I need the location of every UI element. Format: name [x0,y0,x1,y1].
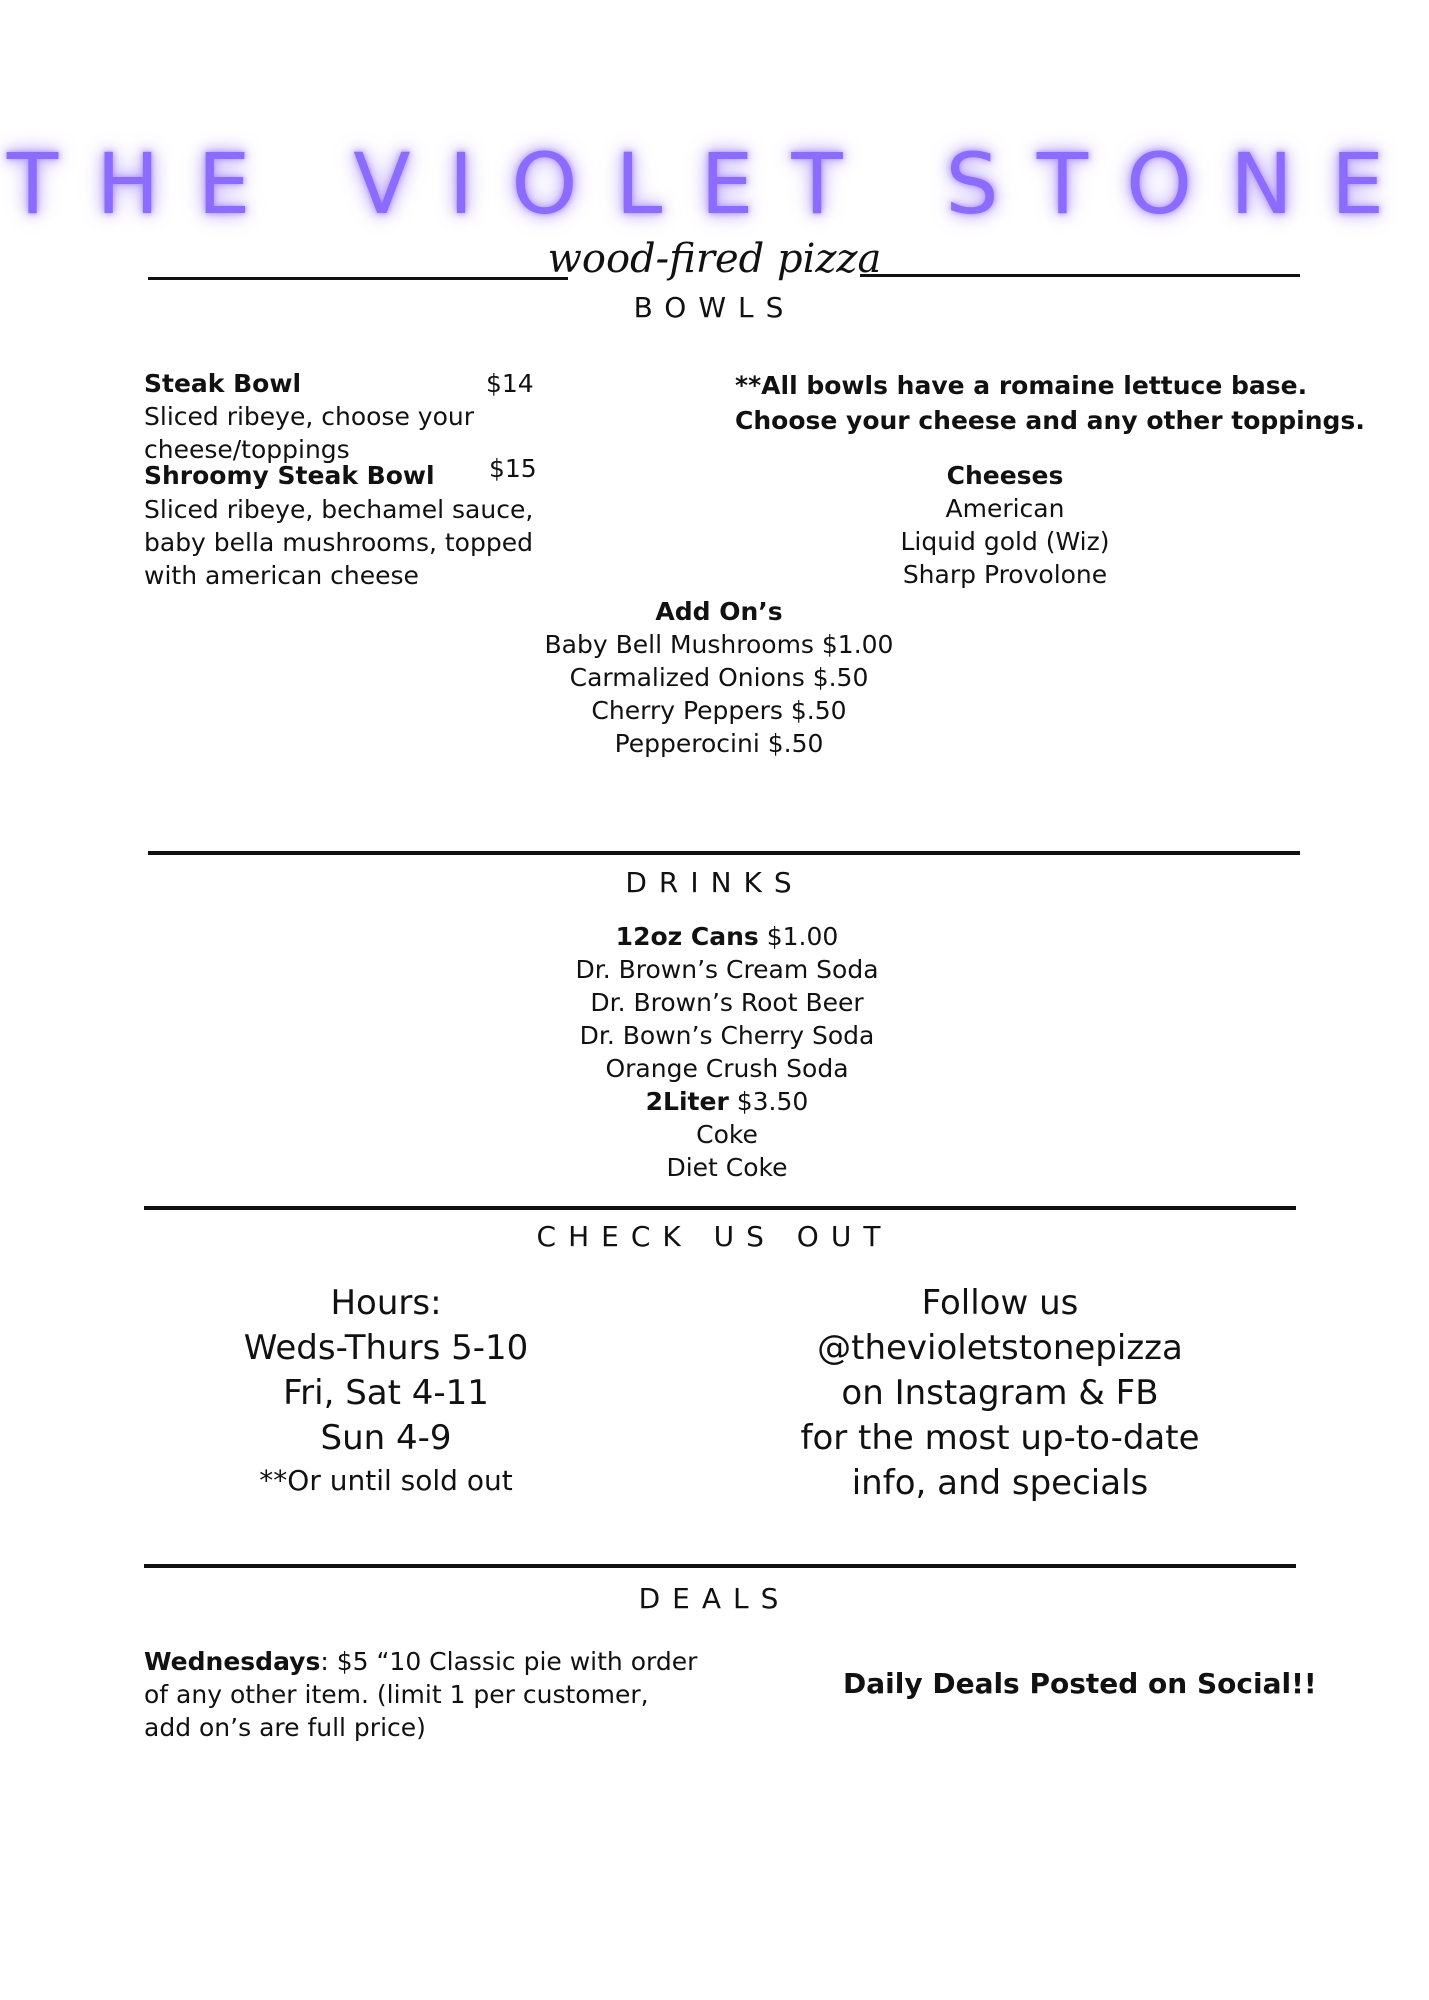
drinks-divider [148,851,1300,855]
drink-item: Diet Coke [666,1153,788,1182]
bowls-note-line: **All bowls have a romaine lettuce base. [735,371,1308,400]
tagline: wood-fired pizza [547,236,882,282]
steak-bowl-description [144,400,544,466]
cans-row [527,920,927,953]
wednesday-deal [144,1645,704,1744]
liter-label: 2Liter [645,1087,729,1116]
liter-row [527,1085,927,1118]
cheese-item: American [945,494,1065,523]
section-heading-drinks: DRINKS [625,866,804,899]
follow-line: Follow us [921,1283,1079,1323]
drink-item: Coke [696,1120,758,1149]
check-us-out-divider [144,1206,1296,1210]
instagram-handle: @thevioletstonepizza [817,1328,1183,1368]
liter-price: $3.50 [728,1087,809,1116]
deals-divider [144,1564,1296,1568]
cheeses-list [855,459,1155,591]
bowls-note [735,368,1365,438]
daily-deals-note: Daily Deals Posted on Social!! [843,1667,1317,1700]
hours-line: Weds-Thurs 5-10 [243,1328,529,1368]
follow-block [780,1281,1220,1506]
deal-line [144,1645,704,1678]
deal-line: of any other item. (limit 1 per customer, [144,1680,649,1709]
desc-line: Sliced ribeye, choose your [144,402,474,431]
hours-line: Sun 4-9 [320,1418,452,1458]
shroomy-steak-bowl-name: Shroomy Steak Bowl [144,461,435,490]
section-heading-deals: DEALS [638,1582,791,1615]
follow-line: info, and specials [851,1463,1149,1503]
section-heading-check-us-out: CHECK US OUT [536,1220,893,1253]
drink-item: Dr. Brown’s Root Beer [590,988,864,1017]
drink-item: Dr. Brown’s Cream Soda [575,955,879,984]
restaurant-title: THE VIOLET STONE [6,135,1423,233]
wednesday-text: : $5 “10 Classic pie with order [320,1647,698,1676]
addons-list [519,595,919,760]
follow-line: for the most up-to-date [800,1418,1200,1458]
wednesday-label: Wednesdays [144,1647,321,1676]
cheese-item: Sharp Provolone [902,560,1108,589]
steak-bowl-name: Steak Bowl [144,369,302,398]
follow-line: on Instagram & FB [841,1373,1159,1413]
desc-line: with american cheese [144,561,419,590]
desc-line: baby bella mushrooms, topped [144,528,533,557]
desc-line: Sliced ribeye, bechamel sauce, [144,495,534,524]
shroomy-steak-bowl-price: $15 [489,454,537,483]
desc-line: cheese/toppings [144,435,350,464]
hours-note: **Or until sold out [259,1464,513,1497]
drinks-list [527,920,927,1184]
drink-item: Dr. Bown’s Cherry Soda [579,1021,875,1050]
drink-item: Orange Crush Soda [605,1054,849,1083]
cheeses-heading: Cheeses [946,461,1064,490]
addons-heading: Add On’s [655,597,783,626]
shroomy-steak-bowl-description [144,493,564,592]
addon-item: Pepperocini $.50 [614,729,824,758]
section-heading-bowls: BOWLS [633,291,796,324]
cans-price: $1.00 [758,922,839,951]
cans-label: 12oz Cans [615,922,759,951]
addon-item: Cherry Peppers $.50 [591,696,847,725]
cheese-item: Liquid gold (Wiz) [900,527,1110,556]
addon-item: Carmalized Onions $.50 [569,663,869,692]
bowls-note-line: Choose your cheese and any other toppings. [735,406,1365,435]
hours-block [186,1281,586,1501]
steak-bowl-price: $14 [486,369,534,398]
hours-line: Hours: [330,1283,442,1323]
hours-line: Fri, Sat 4-11 [283,1373,489,1413]
deal-line: add on’s are full price) [144,1713,426,1742]
addon-item: Baby Bell Mushrooms $1.00 [544,630,894,659]
